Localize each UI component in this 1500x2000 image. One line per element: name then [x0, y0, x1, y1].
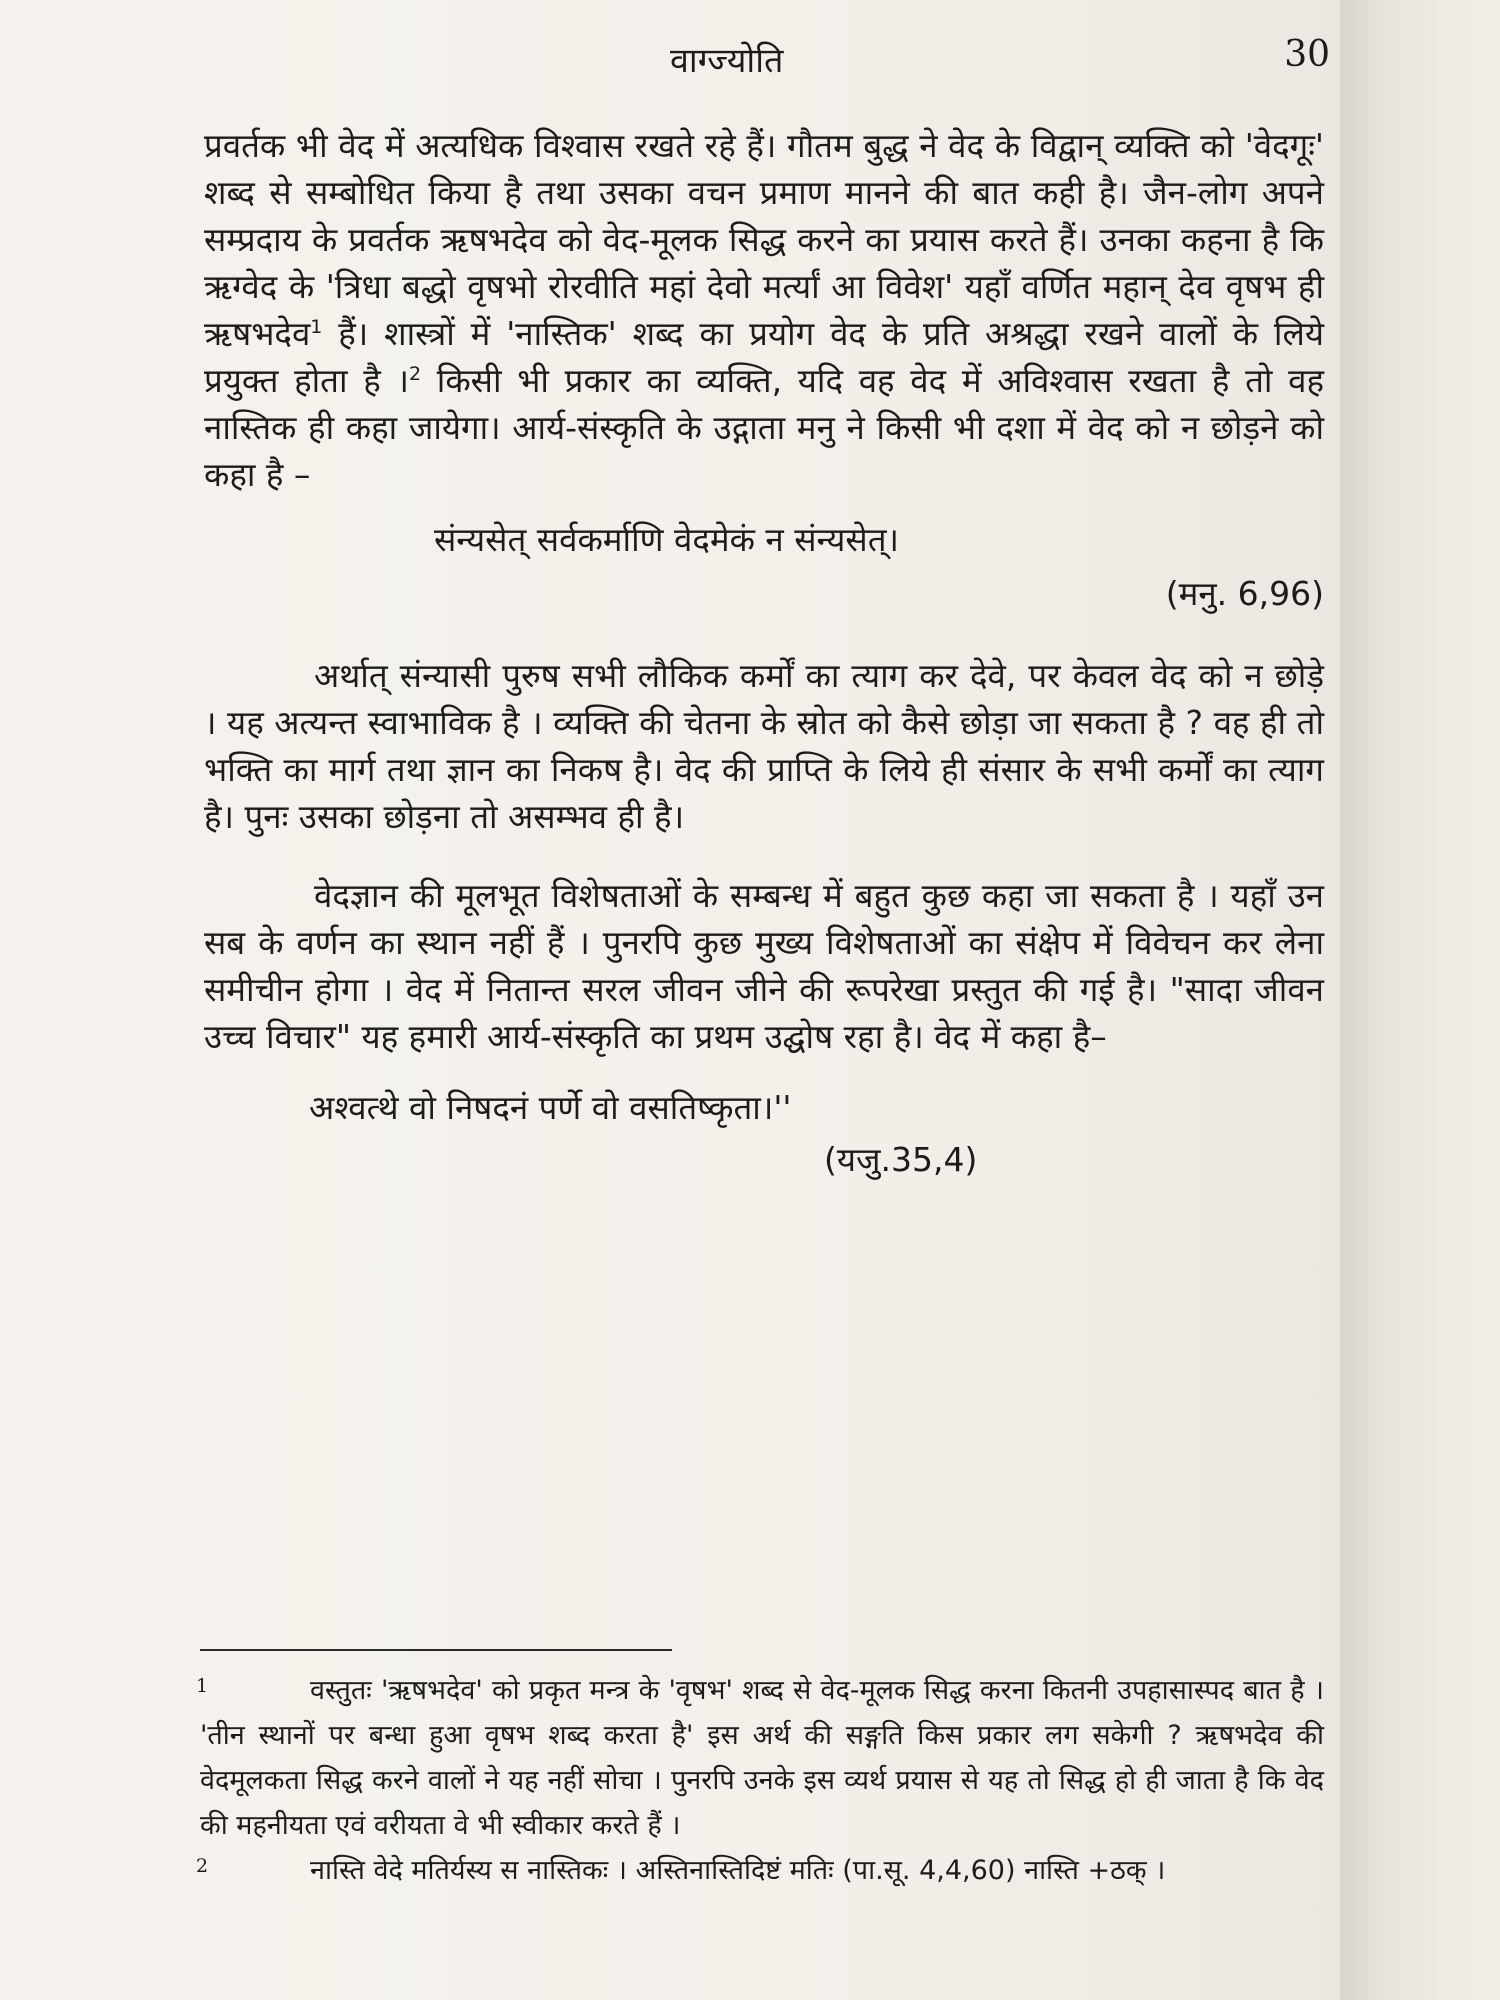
footnote-1	[196, 1668, 1324, 1848]
footnote-1-text: वस्तुतः 'ऋषभदेव' को प्रकृत मन्त्र के 'वृषभ' शब्द से वेद-मूलक सिद्ध करना कितनी उपहासास्पद बात है । 'तीन स्थानों पर बन्धा हुआ वृषभ शब्द करता है' इस अर्थ की सङ्गति किस प्रकार लग सकेगी ? ऋषभदेव की वेदमूलकता सिद्ध करने वालों ने यह नहीं सोचा । पुनरपि उनके इस व्यर्थ प्रयास से यह तो सिद्ध हो ही जाता है कि वेद की महनीयता एवं वरीयता वे भी स्वीकार करते हैं ।	[200, 1675, 1324, 1841]
footnote-separator	[200, 1649, 672, 1651]
paragraph-1-part-a: प्रवर्तक भी वेद में अत्यधिक विश्वास रखते रहे हैं। गौतम बुद्ध ने वेद के विद्वान् व्यक्ति को 'वेदगूः' शब्द से सम्बोधित किया है तथा उसका वचन प्रमाण मानने की बात कही है। जैन-लोग अपने सम्प्रदाय के प्रवर्तक ऋषभदेव को वेद-मूलक सिद्ध करने का प्रयास करते हैं। उनका कहना है कि ऋग्वेद के 'त्रिधा बद्धो वृषभो रोरवीति महां देवो मर्त्यां आ विवेश' यहाँ वर्णित महान् देव वृषभ ही ऋषभदेव	[204, 126, 1324, 353]
paragraph-2: अर्थात् संन्यासी पुरुष सभी लौकिक कर्मों का त्याग कर देवे, पर केवल वेद को न छोड़े । यह अत्यन्त स्वाभाविक है । व्यक्ति की चेतना के स्रोत को कैसे छोड़ा जा सकता है ? वह ही तो भक्ति का मार्ग तथा ज्ञान का निकष है। वेद की प्राप्ति के लिये ही संसार के सभी कर्मों का त्याग है। पुनः उसका छोड़ना तो असम्भव ही है।	[204, 656, 1324, 836]
verse-yajur: अश्वत्थे वो निषदनं पर्णे वो वसतिष्कृता।''	[309, 1088, 792, 1127]
footnote-2	[196, 1848, 1324, 1893]
page-header	[200, 28, 1330, 88]
paragraph-1	[204, 122, 1324, 498]
paragraph-1-part-c: किसी भी प्रकार का व्यक्ति, यदि वह वेद में अविश्वास रखता है तो वह नास्तिक ही कहा जायेगा। आर्य-संस्कृति के उद्गाता मनु ने किसी भी दशा में वेद को न छोड़ने को कहा है –	[204, 361, 1324, 494]
footnote-2-mark: 2	[196, 1855, 209, 1877]
footnote-ref-2: 2	[408, 363, 422, 385]
footnote-ref-1: 1	[310, 316, 323, 338]
main-text	[204, 122, 1324, 1184]
page-number: 30	[1284, 34, 1330, 75]
footnote-1-mark: 1	[196, 1675, 209, 1697]
footnote-2-text: नास्ति वेदे मतिर्यस्य स नास्तिकः । अस्तिनास्तिदिष्टं मतिः (पा.सू. 4,4,60) नास्ति +ठक् ।	[310, 1855, 1166, 1886]
paragraph-3: वेदज्ञान की मूलभूत विशेषताओं के सम्बन्ध में बहुत कुछ कहा जा सकता है । यहाँ उन सब के वर्णन का स्थान नहीं हैं । पुनरपि कुछ मुख्य विशेषताओं का संक्षेप में विवेचन कर लेना समीचीन होगा । वेद में नितान्त सरल जीवन जीने की रूपरेखा प्रस्तुत की गई है। "सादा जीवन उच्च विचार" यह हमारी आर्य-संस्कृति का प्रथम उद्घोष रहा है। वेद में कहा है–	[204, 876, 1324, 1056]
footnotes	[196, 1668, 1324, 1893]
verse-manu-reference: (मनु. 6,96)	[1165, 574, 1324, 613]
verse-manu: संन्यसेत् सर्वकर्माणि वेदमेकं न संन्यसेत्।	[434, 520, 900, 559]
running-title: वाग्ज्योति	[670, 41, 784, 81]
verse-yajur-reference: (यजु.35,4)	[824, 1140, 978, 1179]
paragraph-1-part-b: हैं। शास्त्रों में 'नास्तिक' शब्द का प्रयोग वेद के प्रति अश्रद्धा रखने वालों के लिये प्रयुक्त होता है ।	[204, 314, 1324, 400]
adjacent-page-edge	[1340, 0, 1500, 2000]
